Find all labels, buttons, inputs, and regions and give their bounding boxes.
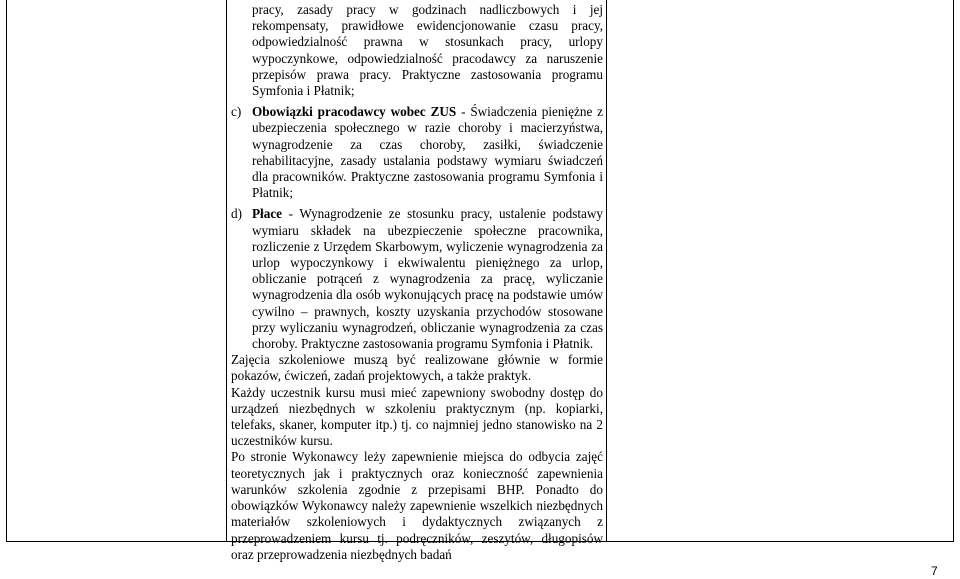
- page-number: 7: [931, 564, 938, 578]
- table-border-left: [6, 0, 7, 541]
- list-item-c: [231, 104, 604, 201]
- continuation-text: pracy, zasady pracy w godzinach nadliczbowych i jej rekompensaty, prawidłowe ewidencjonowanie czasu pracy, odpowiedzialność prawna w stosunkach pracy, urlopy wypoczynkowe, odpowiedzialność pracodawcy za naruszenie przepisów prawa pracy. Praktyczne zastosowania programu Symfonia i Płatnik;: [252, 2, 603, 99]
- paragraph-equipment-access: Każdy uczestnik kursu musi mieć zapewniony swobodny dostęp do urządzeń niezbędnych w szkoleniu praktycznym (np. kopiarki, telefaks, skaner, komputer itp.) tj. co najmniej jedno stanowisko na 2 uczestników kursu.: [231, 384, 603, 449]
- table-border-col1: [226, 0, 227, 541]
- list-item-body: - Wynagrodzenie ze stosunku pracy, ustalenie podstawy wymiaru składek na ubezpieczenie społeczne pracownika, rozliczenie z Urzędem Skarbowym, wyliczenie wynagrodzenia za urlop wypoczynkowy i ekwiwalentu pieniężnego za urlop, obliczanie potrąceń z wynagrodzenia za pracę, wyliczanie wynagrodzenia dla osób wykonujących pracę na podstawie umów cywilno – prawnych, koszty uzyskania przychodów stosowane przy wyliczaniu wynagrodzeń, obliczanie wynagrodzenia za czas choroby. Praktyczne zastosowania programu Symfonia i Płatnik.: [252, 206, 603, 352]
- list-marker: c): [231, 104, 242, 120]
- table-border-right: [953, 0, 954, 541]
- table-cell-text: [231, 2, 603, 563]
- list-item-body: - Świadczenia pieniężne z ubezpieczenia społecznego w razie choroby i macierzyństwa, wynagrodzenie za czas choroby, zasiłki, świadczenie rehabilitacyjne, zasady ustalania podstawy wymiaru świadczeń dla pracowników. Praktyczne zastosowania programu Symfonia i Płatnik;: [252, 104, 604, 201]
- paragraph-contractor-duties: Po stronie Wykonawcy leży zapewnienie miejsca do odbycia zajęć teoretycznych jak i praktycznych oraz konieczność zapewnienia warunków szkolenia zgodnie z przepisami BHP. Ponadto do obowiązków Wykonawcy należy zapewnienie wszelkich niezbędnych materiałów szkoleniowych i dydaktycznych związanych z przeprowadzeniem kursu tj. podręczników, zeszytów, długopisów oraz przeprowadzenia niezbędnych badań: [231, 449, 603, 562]
- list-marker: d): [231, 206, 242, 222]
- list-item-title: Płace: [252, 206, 283, 222]
- list-item-d: [231, 206, 603, 352]
- table-border-col2: [606, 0, 607, 541]
- list-item-title: Obowiązki pracodawcy wobec ZUS: [252, 104, 457, 120]
- paragraph-training-form: Zajęcia szkoleniowe muszą być realizowane głównie w formie pokazów, ćwiczeń, zadań projektowych, a także praktyk.: [231, 352, 603, 384]
